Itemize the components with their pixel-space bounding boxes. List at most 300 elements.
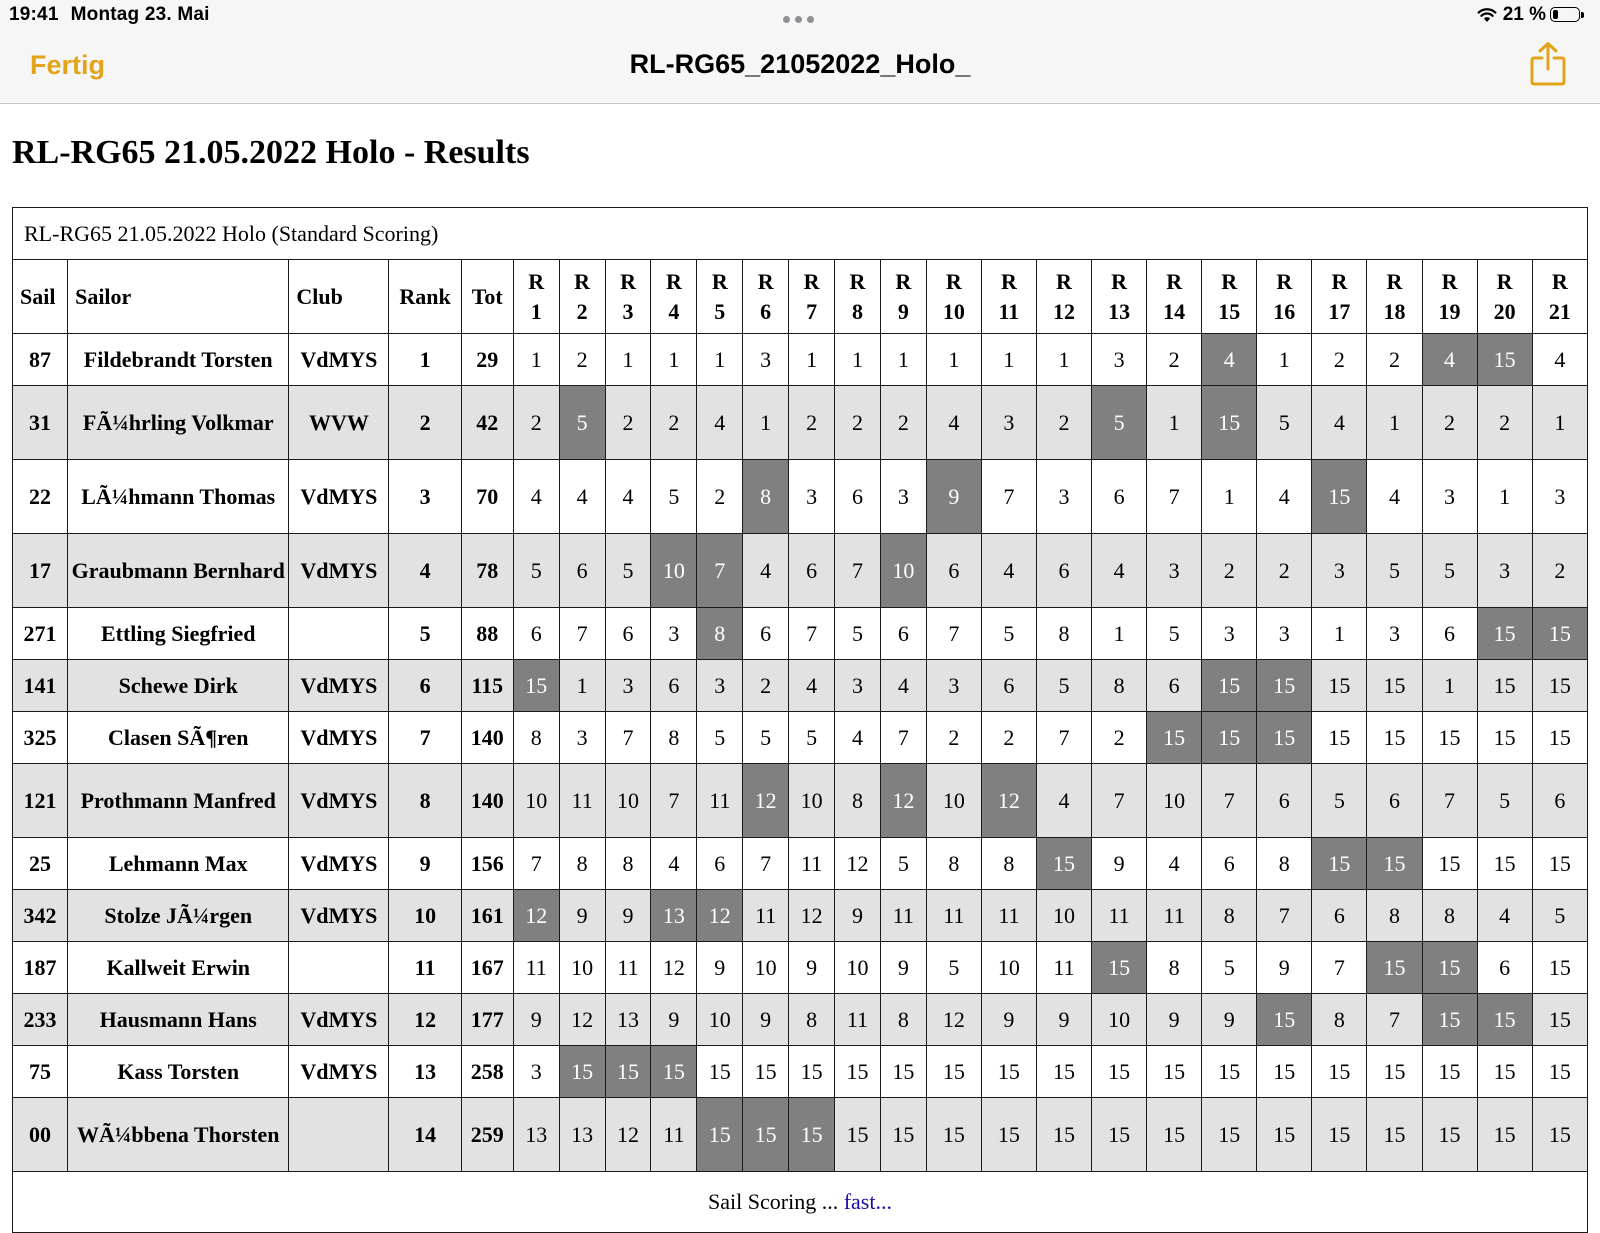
- race-result-discarded: 8: [697, 608, 743, 660]
- race-result: 11: [1147, 890, 1202, 942]
- sail-number: 271: [13, 608, 68, 660]
- race-result-discarded: 15: [1477, 334, 1532, 386]
- race-result-discarded: 12: [743, 764, 789, 838]
- race-result-discarded: 12: [697, 890, 743, 942]
- total-points: 115: [461, 660, 513, 712]
- footer-credit: [13, 1172, 1588, 1233]
- club-name: VdMYS: [289, 764, 389, 838]
- race-result: 15: [1367, 1098, 1422, 1172]
- race-result: 8: [789, 994, 835, 1046]
- race-result: 15: [835, 1098, 881, 1172]
- race-result-discarded: 10: [651, 534, 697, 608]
- race-result: 3: [1312, 534, 1367, 608]
- race-result: 15: [1477, 1046, 1532, 1098]
- race-result: 7: [559, 608, 605, 660]
- race-number: 21: [1548, 298, 1571, 324]
- race-result: 2: [1312, 334, 1367, 386]
- race-number: 7: [806, 298, 818, 324]
- race-result: 7: [1036, 712, 1091, 764]
- column-header-race-19: [1422, 260, 1477, 334]
- race-result-discarded: 15: [1477, 994, 1532, 1046]
- column-header-race-16: [1257, 260, 1312, 334]
- race-result: 8: [1367, 890, 1422, 942]
- race-result-discarded: 15: [559, 1046, 605, 1098]
- race-result: 6: [513, 608, 559, 660]
- race-result: 11: [880, 890, 926, 942]
- race-result: 5: [605, 534, 651, 608]
- footer-link[interactable]: fast...: [843, 1189, 892, 1214]
- column-header-race-8: [835, 260, 881, 334]
- sailor-name: FÃ¼hrling Volkmar: [68, 386, 289, 460]
- race-result: 11: [697, 764, 743, 838]
- total-points: 156: [461, 838, 513, 890]
- race-result: 2: [835, 386, 881, 460]
- race-result: 2: [1257, 534, 1312, 608]
- rank-value: 9: [389, 838, 461, 890]
- race-result: 1: [513, 334, 559, 386]
- race-result: 4: [743, 534, 789, 608]
- race-result: 8: [835, 764, 881, 838]
- race-result: 6: [835, 460, 881, 534]
- column-header-race-11: [981, 260, 1036, 334]
- race-result: 5: [743, 712, 789, 764]
- race-result: 15: [1036, 1046, 1091, 1098]
- document-content[interactable]: [0, 104, 1600, 1214]
- race-result: 5: [1202, 942, 1257, 994]
- race-result: 4: [1477, 890, 1532, 942]
- race-result: 3: [651, 608, 697, 660]
- race-number: 4: [668, 298, 680, 324]
- race-result: 3: [1532, 460, 1587, 534]
- race-result: 5: [1367, 534, 1422, 608]
- race-result-discarded: 15: [1257, 660, 1312, 712]
- race-number: 14: [1163, 298, 1186, 324]
- race-result: 4: [1257, 460, 1312, 534]
- race-result: 15: [1477, 660, 1532, 712]
- race-result: 4: [651, 838, 697, 890]
- column-header-race-5: [697, 260, 743, 334]
- race-result: 1: [1367, 386, 1422, 460]
- race-result: 2: [1422, 386, 1477, 460]
- race-result: 8: [1147, 942, 1202, 994]
- race-result: 10: [605, 764, 651, 838]
- race-result-discarded: 15: [1312, 838, 1367, 890]
- race-number: 17: [1328, 298, 1351, 324]
- race-result: 8: [1036, 608, 1091, 660]
- status-time-date: [9, 4, 222, 26]
- race-result: 15: [1532, 994, 1587, 1046]
- race-result: 1: [651, 334, 697, 386]
- race-result: 7: [1422, 764, 1477, 838]
- race-result: 15: [1532, 1098, 1587, 1172]
- share-icon[interactable]: [1529, 41, 1567, 87]
- sailor-name: Fildebrandt Torsten: [68, 334, 289, 386]
- race-result: 1: [1532, 386, 1587, 460]
- race-result: 10: [926, 764, 981, 838]
- club-name: VdMYS: [289, 838, 389, 890]
- race-prefix: R: [1000, 268, 1017, 294]
- race-result: 15: [743, 1046, 789, 1098]
- race-result: 4: [835, 712, 881, 764]
- race-result: 4: [513, 460, 559, 534]
- race-result: 15: [1092, 1098, 1147, 1172]
- table-row: [13, 712, 1588, 764]
- race-result: 4: [1312, 386, 1367, 460]
- race-result: 2: [1202, 534, 1257, 608]
- race-result: 15: [1147, 1046, 1202, 1098]
- race-prefix: R: [1221, 268, 1238, 294]
- race-result: 11: [605, 942, 651, 994]
- race-result: 15: [926, 1098, 981, 1172]
- race-result: 1: [981, 334, 1036, 386]
- rank-value: 13: [389, 1046, 461, 1098]
- race-result: 15: [1477, 1098, 1532, 1172]
- race-result: 9: [981, 994, 1036, 1046]
- race-result: 2: [981, 712, 1036, 764]
- race-result: 2: [880, 386, 926, 460]
- race-result-discarded: 15: [1422, 942, 1477, 994]
- race-result: 3: [1092, 334, 1147, 386]
- column-header-race-21: [1532, 260, 1587, 334]
- sailor-name: LÃ¼hmann Thomas: [68, 460, 289, 534]
- race-result: 8: [981, 838, 1036, 890]
- race-result-discarded: 12: [513, 890, 559, 942]
- race-result: 1: [743, 386, 789, 460]
- race-result: 7: [1147, 460, 1202, 534]
- document-title: RL-RG65_21052022_Holo_: [629, 49, 971, 79]
- race-result: 5: [513, 534, 559, 608]
- table-row: [13, 660, 1588, 712]
- race-result: 6: [1257, 764, 1312, 838]
- race-prefix: R: [1496, 268, 1513, 294]
- race-result: 4: [789, 660, 835, 712]
- table-row: [13, 1098, 1588, 1172]
- race-result: 15: [1422, 838, 1477, 890]
- race-number: 15: [1218, 298, 1241, 324]
- race-result: 6: [1477, 942, 1532, 994]
- sailor-name: Clasen SÃ¶ren: [68, 712, 289, 764]
- column-header-club: Club: [289, 260, 389, 334]
- race-result: 15: [1312, 1098, 1367, 1172]
- race-result: 2: [1477, 386, 1532, 460]
- sailor-name: Stolze JÃ¼rgen: [68, 890, 289, 942]
- race-result: 8: [1312, 994, 1367, 1046]
- race-result-discarded: 15: [1477, 608, 1532, 660]
- race-result: 4: [1532, 334, 1587, 386]
- wifi-icon: [1477, 7, 1497, 23]
- race-result: 15: [1147, 1098, 1202, 1172]
- race-prefix: R: [574, 268, 591, 294]
- race-result: 5: [1257, 386, 1312, 460]
- race-result-discarded: 15: [651, 1046, 697, 1098]
- race-result: 12: [605, 1098, 651, 1172]
- race-result: 1: [1257, 334, 1312, 386]
- race-result: 6: [1036, 534, 1091, 608]
- page-title: RL-RG65 21.05.2022 Holo - Results: [12, 134, 530, 171]
- multitasking-dots-icon[interactable]: [783, 16, 817, 24]
- race-result: 9: [880, 942, 926, 994]
- race-prefix: R: [895, 268, 912, 294]
- race-prefix: R: [1441, 268, 1458, 294]
- race-result: 15: [981, 1098, 1036, 1172]
- race-result: 3: [1147, 534, 1202, 608]
- race-result: 2: [605, 386, 651, 460]
- footer-text: Sail Scoring ...: [708, 1189, 839, 1214]
- race-result: 1: [1092, 608, 1147, 660]
- race-result: 4: [981, 534, 1036, 608]
- race-result: 15: [1532, 1046, 1587, 1098]
- race-result: 3: [1257, 608, 1312, 660]
- race-result: 1: [559, 660, 605, 712]
- race-result-discarded: 7: [697, 534, 743, 608]
- race-result: 9: [605, 890, 651, 942]
- race-result: 10: [981, 942, 1036, 994]
- column-header-race-17: [1312, 260, 1367, 334]
- race-result: 4: [1092, 534, 1147, 608]
- race-result-discarded: 15: [1422, 994, 1477, 1046]
- race-result: 1: [1312, 608, 1367, 660]
- table-header-row: [13, 260, 1588, 334]
- race-number: 2: [576, 298, 588, 324]
- race-result: 10: [697, 994, 743, 1046]
- race-result: 15: [880, 1046, 926, 1098]
- sailor-name: Graubmann Bernhard: [68, 534, 289, 608]
- sail-number: 22: [13, 460, 68, 534]
- sail-number: 233: [13, 994, 68, 1046]
- race-result-discarded: 15: [605, 1046, 651, 1098]
- race-result: 3: [926, 660, 981, 712]
- race-result: 15: [1202, 1098, 1257, 1172]
- race-result: 1: [835, 334, 881, 386]
- race-result: 2: [651, 386, 697, 460]
- race-prefix: R: [803, 268, 820, 294]
- sailor-name: Kallweit Erwin: [68, 942, 289, 994]
- race-result: 2: [1092, 712, 1147, 764]
- club-name: [289, 608, 389, 660]
- race-result: 15: [1367, 660, 1422, 712]
- race-number: 18: [1383, 298, 1406, 324]
- race-result: 7: [1202, 764, 1257, 838]
- race-result: 11: [651, 1098, 697, 1172]
- race-result: 11: [1036, 942, 1091, 994]
- race-result: 10: [1147, 764, 1202, 838]
- total-points: 70: [461, 460, 513, 534]
- table-row: [13, 534, 1588, 608]
- race-result: 3: [513, 1046, 559, 1098]
- race-result: 9: [559, 890, 605, 942]
- race-result: 15: [1312, 712, 1367, 764]
- race-result-discarded: 15: [789, 1098, 835, 1172]
- race-result: 15: [1532, 838, 1587, 890]
- race-result: 10: [743, 942, 789, 994]
- sail-number: 87: [13, 334, 68, 386]
- table-row: [13, 764, 1588, 838]
- race-result: 9: [1202, 994, 1257, 1046]
- table-row: [13, 608, 1588, 660]
- race-result: 7: [1367, 994, 1422, 1046]
- race-result: 15: [880, 1098, 926, 1172]
- column-header-race-20: [1477, 260, 1532, 334]
- race-result: 15: [1532, 712, 1587, 764]
- table-caption: RL-RG65 21.05.2022 Holo (Standard Scoring): [13, 208, 1588, 260]
- status-date: Montag 23. Mai: [70, 4, 210, 25]
- column-header-sail: Sail: [13, 260, 68, 334]
- column-header-race-3: [605, 260, 651, 334]
- status-indicators: [1477, 4, 1586, 26]
- race-result: 13: [513, 1098, 559, 1172]
- race-result: 2: [559, 334, 605, 386]
- race-result-discarded: 8: [743, 460, 789, 534]
- total-points: 177: [461, 994, 513, 1046]
- race-result: 10: [1036, 890, 1091, 942]
- total-points: 88: [461, 608, 513, 660]
- race-result: 8: [1202, 890, 1257, 942]
- race-result: 15: [1312, 1046, 1367, 1098]
- race-result: 6: [1147, 660, 1202, 712]
- race-result-discarded: 15: [1367, 942, 1422, 994]
- race-result: 7: [926, 608, 981, 660]
- table-row: [13, 460, 1588, 534]
- race-result: 5: [926, 942, 981, 994]
- sail-number: 121: [13, 764, 68, 838]
- race-prefix: R: [1111, 268, 1128, 294]
- race-result: 9: [697, 942, 743, 994]
- total-points: 140: [461, 712, 513, 764]
- race-result-discarded: 12: [981, 764, 1036, 838]
- club-name: VdMYS: [289, 334, 389, 386]
- club-name: VdMYS: [289, 994, 389, 1046]
- done-button[interactable]: Fertig: [30, 50, 106, 80]
- race-result: 6: [926, 534, 981, 608]
- race-number: 11: [998, 298, 1020, 324]
- race-result: 10: [835, 942, 881, 994]
- race-prefix: R: [1166, 268, 1183, 294]
- race-result: 1: [605, 334, 651, 386]
- race-prefix: R: [665, 268, 682, 294]
- total-points: 161: [461, 890, 513, 942]
- race-result: 5: [1532, 890, 1587, 942]
- total-points: 258: [461, 1046, 513, 1098]
- race-result: 11: [1092, 890, 1147, 942]
- battery-icon: [1550, 6, 1586, 24]
- race-result: 5: [789, 712, 835, 764]
- race-result-discarded: 5: [559, 386, 605, 460]
- rank-value: 6: [389, 660, 461, 712]
- race-result-discarded: 9: [926, 460, 981, 534]
- sail-number: 325: [13, 712, 68, 764]
- race-result: 3: [789, 460, 835, 534]
- race-result: 5: [697, 712, 743, 764]
- race-result: 8: [1257, 838, 1312, 890]
- race-result-discarded: 15: [1147, 712, 1202, 764]
- rank-value: 14: [389, 1098, 461, 1172]
- race-result: 6: [789, 534, 835, 608]
- race-result: 1: [926, 334, 981, 386]
- race-result: 5: [1036, 660, 1091, 712]
- race-result-discarded: 15: [743, 1098, 789, 1172]
- column-header-race-15: [1202, 260, 1257, 334]
- race-result: 15: [1422, 1046, 1477, 1098]
- race-result: 15: [1532, 942, 1587, 994]
- race-result: 1: [1422, 660, 1477, 712]
- race-result-discarded: 15: [1092, 942, 1147, 994]
- race-result: 2: [513, 386, 559, 460]
- club-name: VdMYS: [289, 534, 389, 608]
- race-result: 4: [559, 460, 605, 534]
- club-name: [289, 942, 389, 994]
- race-result: 7: [1092, 764, 1147, 838]
- sail-number: 31: [13, 386, 68, 460]
- rank-value: 8: [389, 764, 461, 838]
- race-result: 15: [1422, 1098, 1477, 1172]
- rank-value: 7: [389, 712, 461, 764]
- race-result: 15: [926, 1046, 981, 1098]
- race-result: 6: [651, 660, 697, 712]
- race-result: 2: [789, 386, 835, 460]
- race-result: 13: [559, 1098, 605, 1172]
- column-header-rank: Rank: [389, 260, 461, 334]
- race-result: 4: [605, 460, 651, 534]
- table-row: [13, 994, 1588, 1046]
- race-result: 5: [1312, 764, 1367, 838]
- race-result: 3: [559, 712, 605, 764]
- race-result: 6: [559, 534, 605, 608]
- club-name: VdMYS: [289, 660, 389, 712]
- total-points: 78: [461, 534, 513, 608]
- results-table: [12, 207, 1588, 1233]
- race-result: 3: [697, 660, 743, 712]
- race-result: 15: [1257, 1046, 1312, 1098]
- race-result-discarded: 15: [513, 660, 559, 712]
- race-result: 6: [1367, 764, 1422, 838]
- race-result: 8: [926, 838, 981, 890]
- total-points: 29: [461, 334, 513, 386]
- race-result: 9: [1147, 994, 1202, 1046]
- race-prefix: R: [757, 268, 774, 294]
- race-number: 19: [1438, 298, 1461, 324]
- race-result: 7: [835, 534, 881, 608]
- race-result: 4: [880, 660, 926, 712]
- sailor-name: Prothmann Manfred: [68, 764, 289, 838]
- race-result: 3: [1367, 608, 1422, 660]
- race-result: 2: [1147, 334, 1202, 386]
- column-header-race-18: [1367, 260, 1422, 334]
- column-header-race-4: [651, 260, 697, 334]
- sail-number: 00: [13, 1098, 68, 1172]
- column-header-race-12: [1036, 260, 1091, 334]
- race-result: 9: [1036, 994, 1091, 1046]
- race-result: 15: [1477, 712, 1532, 764]
- race-result: 8: [605, 838, 651, 890]
- race-result: 3: [1202, 608, 1257, 660]
- club-name: VdMYS: [289, 712, 389, 764]
- race-result: 2: [743, 660, 789, 712]
- sailor-name: Hausmann Hans: [68, 994, 289, 1046]
- race-result: 5: [981, 608, 1036, 660]
- race-result: 8: [1092, 660, 1147, 712]
- race-result: 6: [697, 838, 743, 890]
- column-header-race-10: [926, 260, 981, 334]
- status-bar: [0, 0, 1600, 30]
- sail-number: 141: [13, 660, 68, 712]
- race-result: 7: [880, 712, 926, 764]
- race-number: 10: [942, 298, 965, 324]
- race-result: 5: [835, 608, 881, 660]
- race-result: 15: [981, 1046, 1036, 1098]
- race-result-discarded: 15: [1257, 712, 1312, 764]
- race-prefix: R: [1331, 268, 1348, 294]
- race-number: 6: [760, 298, 772, 324]
